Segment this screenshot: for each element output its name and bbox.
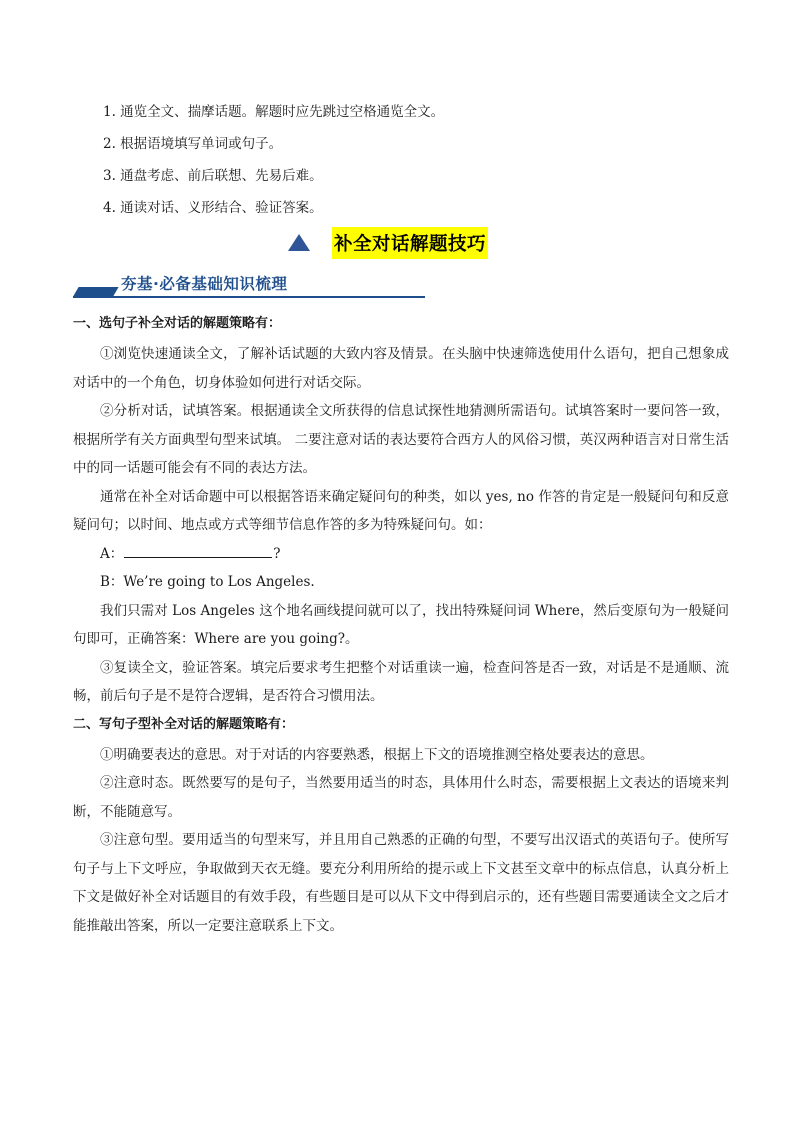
section-title: 二、写句子型补全对话的解题策略有： — [73, 716, 295, 732]
paragraph: ③复读全文，验证答案。填完后要求考生把整个对话重读一遍，检查问答是否一致，对话是不是通顺、流畅，前后句子是不是符合逻辑，是否符合习惯用法。 — [73, 659, 729, 704]
step-item: 4. 通读对话、义形结合、验证答案。 — [103, 200, 323, 216]
dialogue-line-b: B：We’re going to Los Angeles. — [100, 574, 315, 590]
steps-list — [103, 100, 743, 228]
banner-bar — [73, 287, 118, 296]
banner-underline — [73, 296, 425, 298]
paragraph: ②注意时态。既然要写的是句子，当然要用适当的时态，具体用什么时态，需要根据上文表达的语境来判断，不能随意写。 — [73, 775, 729, 820]
knowledge-banner — [73, 268, 425, 298]
triangle-icon — [288, 234, 310, 251]
banner-label: 夯基·必备基础知识梳理 — [121, 275, 288, 293]
speaker-a-label: A： — [100, 545, 124, 562]
paragraph: ①明确要表达的意思。对于对话的内容要熟悉，根据上下文的语境推测空格处要表达的意思。 — [100, 746, 654, 763]
paragraph: ①浏览快速通读全文，了解补话试题的大致内容及情景。在头脑中快速筛选使用什么语句，把自己想象成对话中的一个角色，切身体验如何进行对话交际。 — [73, 346, 729, 391]
section-title: 一、选句子补全对话的解题策略有： — [73, 316, 282, 331]
paragraph: ②分析对话，试填答案。根据通读全文所获得的信息试探性地猜测所需语句。试填答案时一要问答一致，根据所学有关方面典型句型来试填。 二要注意对话的表达要符合西方人的风俗习惯，英汉两种语言对日常生活中的同一话题可能会有不同的表达方法。 — [73, 403, 729, 476]
paragraph: 我们只需对 Los Angeles 这个地名画线提问就可以了，找出特殊疑问词 Where，然后变原句为一般疑问句即可，正确答案：Where are you going?。 — [73, 602, 729, 647]
dialogue-line-a — [73, 540, 729, 569]
step-item: 3. 通盘考虑、前后联想、先易后难。 — [103, 168, 323, 184]
question-mark: ? — [273, 545, 281, 562]
document-body — [73, 312, 729, 940]
answer-blank — [124, 543, 272, 558]
heading-title: 补全对话解题技巧 — [332, 227, 488, 259]
paragraph: 通常在补全对话命题中可以根据答语来确定疑问句的种类，如以 yes, no 作答的肯定是一般疑问句和反意疑问句；以时间、地点或方式等细节信息作答的多为特殊疑问句。如： — [73, 488, 729, 533]
step-item: 2. 根据语境填写单词或句子。 — [103, 136, 283, 152]
step-item: 1. 通览全文、揣摩话题。解题时应先跳过空格通览全文。 — [103, 104, 445, 120]
paragraph: ③注意句型。要用适当的句型来写，并且用自己熟悉的正确的句型，不要写出汉语式的英语句子。使所写句子与上下文呼应，争取做到天衣无缝。要充分利用所给的提示或上下文甚至文章中的标点信息，认真分析上下文是做好补全对话题目的有效手段，有些题目是可以从下文中得到启示的，还有些题目需要通读全文之后才能推敲出答案，所以一定要注意联系上下文。 — [73, 832, 729, 934]
section-heading — [288, 228, 488, 258]
